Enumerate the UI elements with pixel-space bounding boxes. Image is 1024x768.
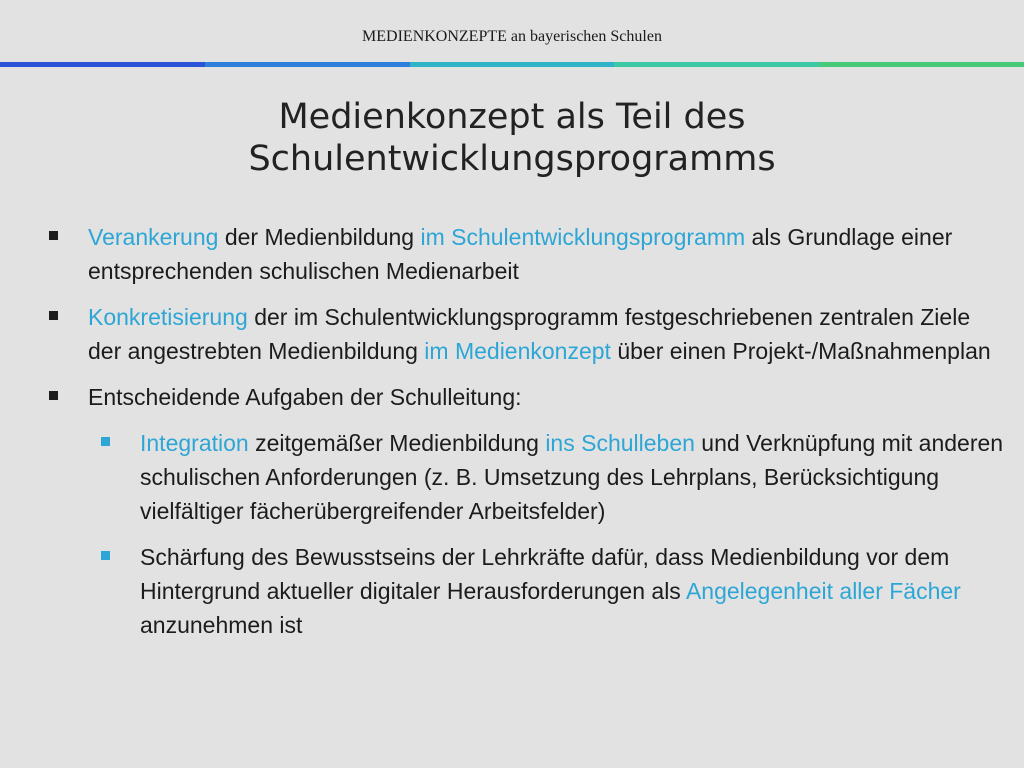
text-segment: als Grundlage einer entsprechenden schulischen Medienarbeit xyxy=(88,224,953,284)
text-segment: der im Schulentwicklungsprogramm festgeschriebenen zentralen Ziele der angestrebten Medienbildung xyxy=(88,304,971,364)
highlighted-text: Angelegenheit aller Fächer xyxy=(685,578,961,604)
text-segment: der Medienbildung xyxy=(218,224,421,250)
square-bullet-icon xyxy=(49,391,58,400)
header-color-bar xyxy=(0,62,1024,67)
highlighted-text: im Schulentwicklungsprogramm xyxy=(420,224,746,250)
bullet-text xyxy=(88,304,991,364)
bullet-text xyxy=(140,430,1003,524)
square-bullet-icon xyxy=(101,551,110,560)
text-segment: Schärfung des Bewusstseins der Lehrkräfte dafür, dass Medienbildung vor dem Hintergrund aktueller digitaler Herausforderungen als xyxy=(140,544,950,604)
bullet-text xyxy=(88,384,522,410)
highlighted-text: Integration xyxy=(140,430,249,456)
bullet-list xyxy=(44,220,1004,654)
highlighted-text: ins Schulleben xyxy=(545,430,695,456)
color-bar-segment xyxy=(614,62,819,67)
title-line: Schulentwicklungsprogramms xyxy=(248,139,776,179)
square-bullet-icon xyxy=(49,231,58,240)
square-bullet-icon xyxy=(101,437,110,446)
highlighted-text: im Medienkonzept xyxy=(424,338,611,364)
bullet-text xyxy=(140,544,961,638)
text-segment: zeitgemäßer Medienbildung xyxy=(248,430,546,456)
text-segment: Entscheidende Aufgaben der Schulleitung: xyxy=(88,384,522,410)
color-bar-segment xyxy=(0,62,205,67)
slide-title xyxy=(0,96,1024,180)
bullet-item xyxy=(44,380,1004,414)
color-bar-segment xyxy=(410,62,615,67)
color-bar-segment xyxy=(819,62,1024,67)
bullet-item xyxy=(44,300,1004,368)
sub-bullet-item xyxy=(96,540,1004,642)
title-line: Medienkonzept als Teil des xyxy=(278,97,746,137)
text-segment: anzunehmen ist xyxy=(140,612,303,638)
bullet-text xyxy=(88,224,952,284)
color-bar-segment xyxy=(205,62,410,67)
bullet-item xyxy=(44,220,1004,288)
slide-header: MEDIENKONZEPTE an bayerischen Schulen xyxy=(362,28,662,45)
sub-bullet-item xyxy=(96,426,1004,528)
text-segment: und Verknüpfung mit anderen schulischen Anforderungen (z. B. Umsetzung des Lehrplans, Berücksichtigung vielfältiger fächerübergreifender Arbeitsfelder) xyxy=(140,430,1004,524)
highlighted-text: Konkretisierung xyxy=(88,304,248,330)
square-bullet-icon xyxy=(49,311,58,320)
text-segment: über einen Projekt-/Maßnahmenplan xyxy=(610,338,991,364)
highlighted-text: Verankerung xyxy=(88,224,219,250)
